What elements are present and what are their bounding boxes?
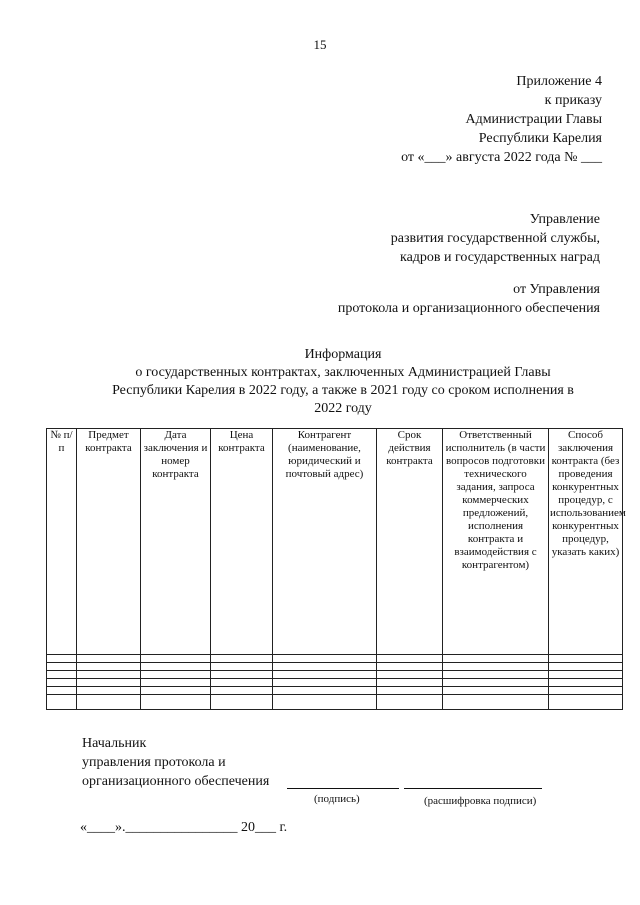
signature-position-line: Начальник (82, 736, 147, 751)
sender-block (338, 280, 600, 318)
table-row (47, 663, 623, 671)
signature-block (82, 734, 269, 791)
title-line: Республики Карелия в 2022 году, а также в 2021 году со сроком исполнения в (112, 383, 574, 398)
annex-line: Республики Карелия (478, 131, 602, 146)
header-cell-price: Цена контракта (211, 429, 273, 655)
addressee-line: Управление (529, 212, 600, 227)
table-row (47, 687, 623, 695)
annex-date-line: от «___» августа 2022 года № ___ (401, 150, 602, 165)
page-number: 15 (313, 37, 327, 52)
table-header-row (47, 429, 623, 655)
addressee-line: кадров и государственных наград (399, 250, 600, 265)
signature-position-line: организационного обеспечения (82, 774, 270, 789)
table-row (47, 679, 623, 687)
header-cell-number: № п/п (47, 429, 77, 655)
title-heading: Информация (304, 347, 382, 362)
header-cell-responsible: Ответственный исполнитель (в части вопросов подготовки технического задания, запроса коммерческих предложений, исполнения контракта и взаимодействия с контрагентом) (443, 429, 549, 655)
signature-field-line[interactable] (287, 788, 399, 789)
signature-decode-field-line[interactable] (404, 788, 542, 789)
table-row (47, 671, 623, 679)
title-line: о государственных контрактах, заключенных Администрацией Главы (135, 365, 551, 380)
document-title (88, 346, 598, 418)
sender-line: от Управления (513, 282, 600, 297)
caption-signature-decode: (расшифровка подписи) (424, 795, 537, 807)
header-cell-term: Срок действия контракта (377, 429, 443, 655)
caption-signature: (подпись) (314, 793, 360, 805)
header-cell-method: Способ заключения контракта (без проведения конкурентных процедур, с использованием конкурентных процедур, указать каких) (549, 429, 623, 655)
header-cell-date: Дата заключения и номер контракта (141, 429, 211, 655)
contracts-table (46, 428, 626, 710)
annex-line: к приказу (544, 93, 602, 108)
annex-block (401, 72, 602, 167)
header-cell-counterparty: Контрагент (наименование, юридический и почтовый адрес) (273, 429, 377, 655)
title-line: 2022 году (314, 401, 372, 416)
sender-line: протокола и организационного обеспечения (337, 301, 600, 316)
table-row (47, 695, 623, 710)
annex-line: Администрации Главы (465, 112, 602, 127)
date-line: «____».________________ 20___ г. (80, 820, 288, 835)
addressee-line: развития государственной службы, (390, 231, 600, 246)
table-row (47, 655, 623, 663)
header-cell-subject: Предмет контракта (77, 429, 141, 655)
annex-line: Приложение 4 (516, 74, 602, 89)
addressee-block (391, 210, 600, 267)
signature-position-line: управления протокола и (82, 755, 226, 770)
